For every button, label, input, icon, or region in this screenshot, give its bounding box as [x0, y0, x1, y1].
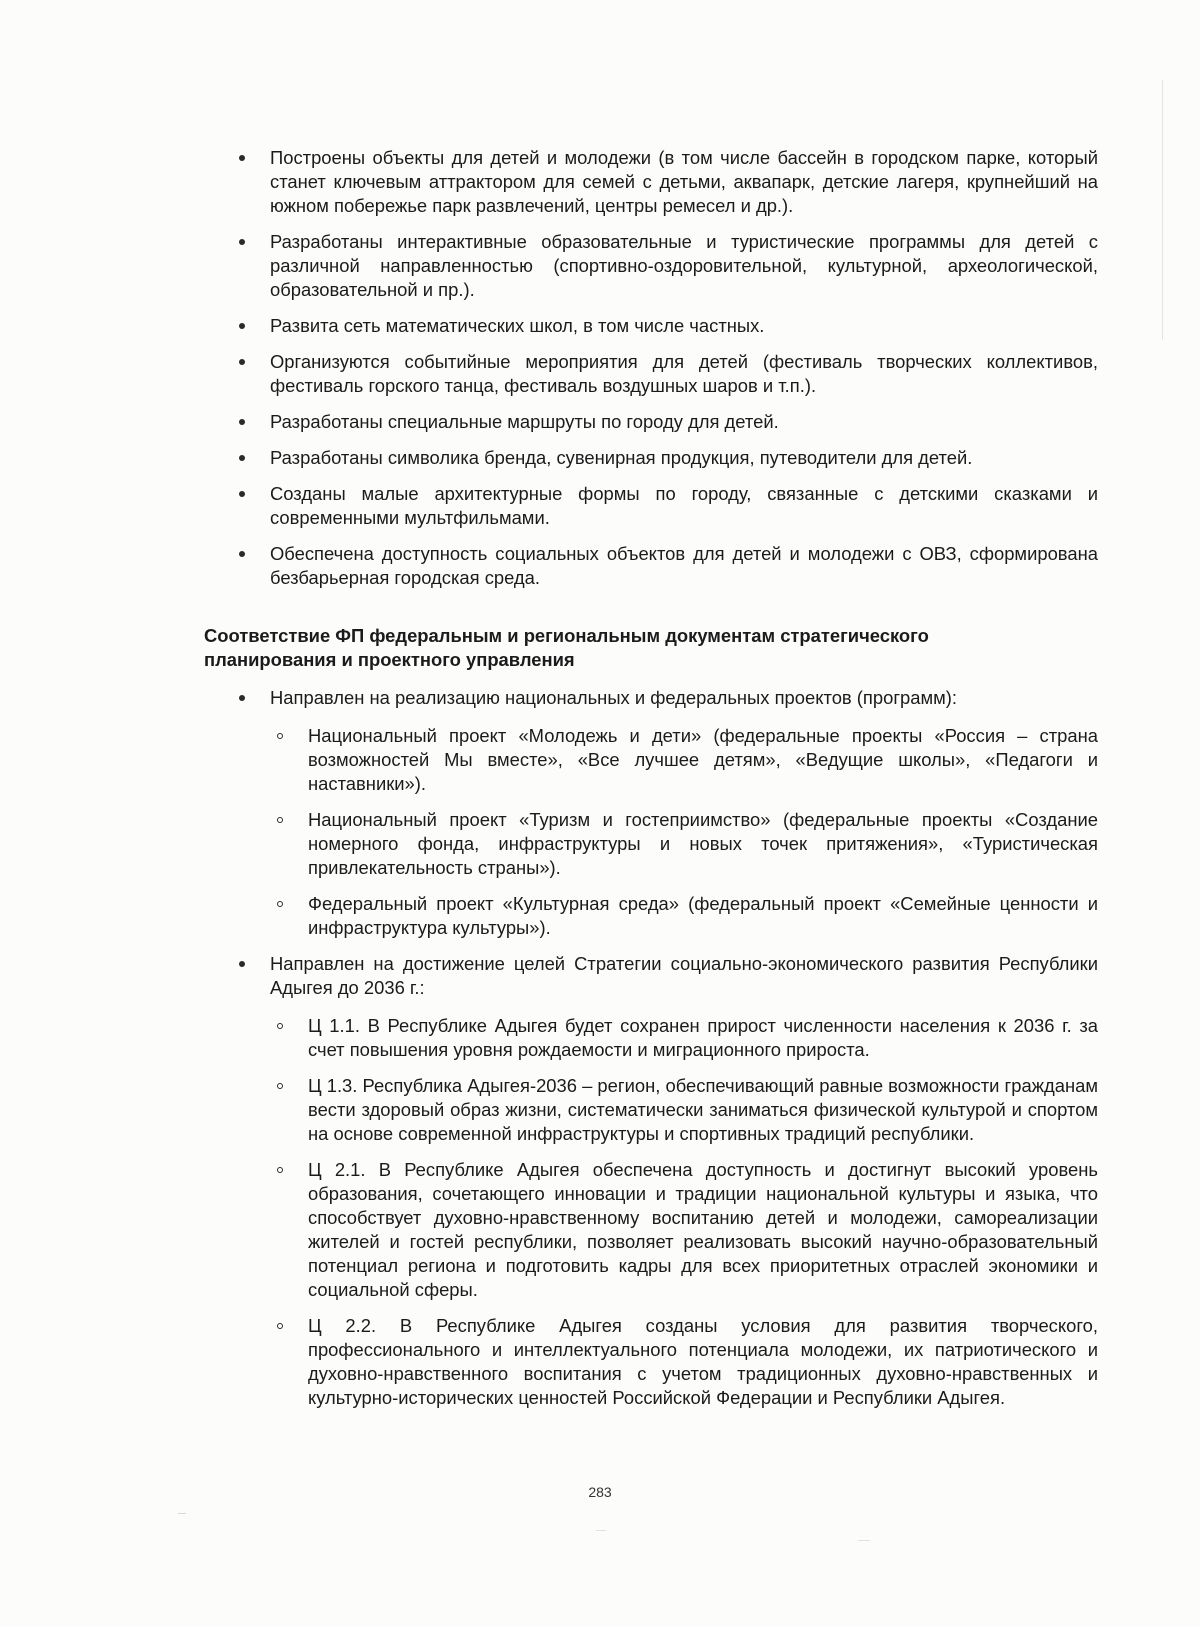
- sub-list-item: Национальный проект «Туризм и гостеприимство» (федеральные проекты «Создание номерного фонда, инфраструктуры и новых точек притяжения», «Туристическая привлекательность страны»).: [270, 808, 1098, 880]
- list-item-text: Направлен на реализацию национальных и федеральных проектов (программ):: [270, 687, 958, 708]
- list-item: [204, 952, 1098, 1410]
- scan-artifact: [178, 1513, 186, 1514]
- sub-list: [270, 1014, 1098, 1410]
- sub-list-item: Федеральный проект «Культурная среда» (федеральный проект «Семейные ценности и инфраструктура культуры»).: [270, 892, 1098, 940]
- list-item: Разработаны специальные маршруты по городу для детей.: [204, 410, 1098, 434]
- sub-list: [270, 724, 1098, 940]
- sub-list-item: Ц 1.1. В Республике Адыгея будет сохранен прирост численности населения к 2036 г. за счет повышения уровня рождаемости и миграционного прироста.: [270, 1014, 1098, 1062]
- list-item: Развита сеть математических школ, в том числе частных.: [204, 314, 1098, 338]
- section-heading: Соответствие ФП федеральным и региональным документам стратегического планирования и проектного управления: [204, 625, 929, 670]
- list-item-text: Направлен на достижение целей Стратегии социально-экономического развития Республики Адыгея до 2036 г.:: [270, 953, 1098, 998]
- sub-list-item: Ц 1.3. Республика Адыгея-2036 – регион, обеспечивающий равные возможности гражданам вести здоровый образ жизни, систематически заниматься физической культурой и спортом на основе современной инфраструктуры и спортивных традиций республики.: [270, 1074, 1098, 1146]
- list-item: [204, 686, 1098, 940]
- compliance-list: [204, 686, 1098, 1410]
- sub-list-item: Ц 2.2. В Республике Адыгея созданы условия для развития творческого, профессионального и интеллектуального потенциала молодежи, их патриотического и духовно-нравственного воспитания с учетом традиционных духовно-нравственных и культурно-исторических ценностей Российской Федерации и Республики Адыгея.: [270, 1314, 1098, 1410]
- list-item: Построены объекты для детей и молодежи (в том числе бассейн в городском парке, который станет ключевым аттрактором для семей с детьми, аквапарк, детские лагеря, крупнейший на южном побережье парк развлечений, центры ремесел и др.).: [204, 146, 1098, 218]
- scan-artifact: [1162, 80, 1163, 340]
- list-item: Организуются событийные мероприятия для детей (фестиваль творческих коллективов, фестиваль горского танца, фестиваль воздушных шаров и т.п.).: [204, 350, 1098, 398]
- scan-artifact: [596, 1530, 606, 1531]
- page-content: [204, 146, 1098, 1422]
- page-number: 283: [588, 1484, 612, 1500]
- list-item: Созданы малые архитектурные формы по городу, связанные с детскими сказками и современными мультфильмами.: [204, 482, 1098, 530]
- list-item: Разработаны интерактивные образовательные и туристические программы для детей с различной направленностью (спортивно-оздоровительной, культурной, археологической, образовательной и пр.).: [204, 230, 1098, 302]
- list-item: Обеспечена доступность социальных объектов для детей и молодежи с ОВЗ, сформирована безбарьерная городская среда.: [204, 542, 1098, 590]
- sub-list-item: Ц 2.1. В Республике Адыгея обеспечена доступность и достигнут высокий уровень образования, сочетающего инновации и традиции национальной культуры и языка, что способствует духовно-нравственному воспитанию детей и молодежи, самореализации жителей и гостей республики, позволяет реализовать высокий научно-образовательный потенциал региона и подготовить кадры для всех приоритетных отраслей экономики и социальной сферы.: [270, 1158, 1098, 1302]
- outcomes-list: [204, 146, 1098, 590]
- list-item: Разработаны символика бренда, сувенирная продукция, путеводители для детей.: [204, 446, 1098, 470]
- scan-artifact: [858, 1540, 870, 1541]
- sub-list-item: Национальный проект «Молодежь и дети» (федеральные проекты «Россия – страна возможностей Мы вместе», «Все лучшее детям», «Ведущие школы», «Педагоги и наставники»).: [270, 724, 1098, 796]
